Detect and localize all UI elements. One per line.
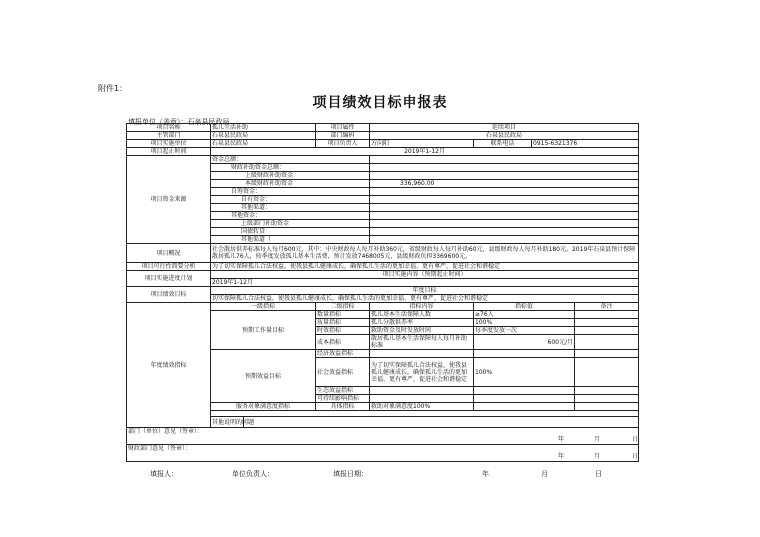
period-value: 2019年1-12月	[211, 148, 639, 156]
fund-line-8-value	[370, 220, 639, 228]
period-label: 项目起止时间	[127, 148, 211, 156]
fund-line-1-value	[370, 164, 639, 172]
satisfaction-remark	[575, 403, 639, 411]
fund-line-5: 自有资金：	[211, 196, 370, 204]
fund-line-7-value	[370, 212, 639, 220]
feasibility-value: 为了切实保障孤儿合法权益，使我县孤儿健康成长，确保孤儿生活的更加幸福、更有尊严，促进社会和谐稳定	[211, 263, 639, 271]
output-content: 散居孤儿基本生活保障每人每月补助标准	[370, 335, 474, 350]
output-remark	[575, 319, 639, 327]
person-value: 方向阳	[370, 140, 474, 148]
benefit-level2: 生态效益指标	[316, 387, 370, 395]
category-value: 延续项目	[370, 124, 639, 132]
dept-opinion-label: 部门（单位）意见（签章）：	[127, 428, 639, 436]
overview-label: 项目概况	[127, 244, 211, 263]
department-value: 石泉县民政局	[211, 132, 316, 140]
fund-line-4-value	[370, 188, 639, 196]
benefit-level2: 经济效益指标	[316, 350, 370, 358]
fund-line-0: 资金总额：	[211, 156, 370, 164]
project-name-value: 孤儿生活补助	[211, 124, 316, 132]
finance-opinion-label: 财政部门意见（签章）：	[127, 445, 639, 453]
output-target-label: 预期工作量目标	[211, 311, 316, 350]
schedule-label: 项目实施进度计划	[127, 271, 211, 287]
fund-source-label: 项目资金来源	[127, 156, 211, 244]
fill-unit-value: 石泉县民政局	[187, 118, 230, 126]
person-label: 项目负责人	[316, 140, 370, 148]
other-issues-label: 其他说明的问题	[212, 418, 255, 426]
footer-unit-head: 单位负责人：	[232, 470, 274, 478]
fund-line-5-value	[370, 196, 639, 204]
output-level2: 时效指标	[316, 327, 370, 335]
satisfaction-level2: 具体指标	[316, 403, 370, 411]
fund-line-10-value	[370, 236, 639, 244]
output-value: 100%	[474, 319, 575, 327]
benefit-value	[474, 395, 575, 403]
fund-line-6: 其他渠道：	[211, 204, 370, 212]
benefit-value	[474, 350, 575, 358]
finance-opinion-day: 日	[631, 453, 638, 460]
benefit-remark	[575, 358, 639, 387]
benefit-content: 为了切实保障孤儿合法权益，使我县孤儿健康成长，确保孤儿生活的更加幸福、更有尊严，促进社会和谐稳定	[370, 358, 474, 387]
fund-line-3-value: 336,960.00	[370, 180, 639, 188]
fund-line-3: 本级财政补助资金	[211, 180, 370, 188]
fund-line-8: 上级部门补助资金	[211, 220, 370, 228]
satisfaction-label: 服务对象满意度指标	[211, 403, 316, 411]
phone-value: 0915-6321376	[532, 140, 639, 148]
benefit-content	[370, 350, 474, 358]
output-value: 600元/月	[474, 335, 575, 350]
annual-target-value: 切实保障孤儿合法权益，使我县孤儿健康成长，确保孤儿生活的更加幸福、更有尊严，促进社会和谐稳定	[211, 295, 639, 303]
schedule-value: 2019年1-12月	[211, 279, 639, 287]
fund-line-2: 上级财政补助资金	[211, 172, 370, 180]
benefit-content	[370, 387, 474, 395]
fund-line-6-value	[370, 204, 639, 212]
satisfaction-value	[474, 403, 575, 411]
output-content: 救助资金及时发放时间	[370, 327, 474, 335]
dept-opinion-date	[127, 435, 639, 445]
indicator-header-content: 指标内容	[370, 303, 474, 311]
fund-line-9-value	[370, 228, 639, 236]
benefit-level2: 可持续影响指标	[316, 395, 370, 403]
benefit-value	[474, 387, 575, 395]
phone-label: 联系电话	[474, 140, 532, 148]
perf-target-label: 项目绩效目标	[127, 287, 211, 303]
feasibility-label: 项目可行性简要分析	[127, 263, 211, 271]
project-name-label: 项目名称	[127, 124, 211, 132]
indicator-header-value: 指标值	[474, 303, 575, 311]
other-issues-value	[244, 417, 639, 428]
benefit-level2: 社会效益指标	[316, 358, 370, 387]
impl-unit-value: 石泉县民政局	[211, 140, 316, 148]
fund-line-0-value	[370, 156, 639, 164]
schedule-header: 项目实施内容（预期起止时间）	[211, 271, 639, 279]
finance-opinion-year: 年	[558, 453, 565, 460]
fund-line-9: 国债转贷	[211, 228, 370, 236]
fill-unit-label: 填报单位（盖章）：	[128, 118, 188, 126]
performance-form	[126, 123, 639, 462]
indicator-header-remark: 备注	[575, 303, 639, 311]
footer-month: 月	[541, 470, 548, 478]
fund-line-7: 其他资金：	[211, 212, 370, 220]
dept-opinion-year: 年	[558, 436, 565, 443]
impl-unit-label: 项目实施单位	[127, 140, 211, 148]
benefit-target-label: 预期效益目标	[211, 350, 316, 403]
dept-code-value: 石泉县民政局	[370, 132, 639, 140]
finance-opinion-month: 月	[593, 453, 600, 460]
annual-target-header: 年度目标	[211, 287, 639, 295]
fund-line-10: 其他渠道（	[211, 236, 370, 244]
satisfaction-content: 救助对象满意度100%	[370, 403, 474, 411]
output-remark	[575, 335, 639, 350]
output-level2: 质量指标	[316, 319, 370, 327]
footer-date: 填报日期：	[333, 470, 368, 478]
output-content: 孤儿分散供养率	[370, 319, 474, 327]
benefit-remark	[575, 395, 639, 403]
fund-line-4: 自筹资金：	[211, 188, 370, 196]
annual-perf-label: 年度绩效指标	[127, 303, 211, 428]
footer-day: 日	[595, 470, 602, 478]
output-remark	[575, 327, 639, 335]
overview-value: 社会散居供养标准每人每月600元，其中：中央财政每人每月补助360元，省级财政每人每月补助60元，县级财政每人每月补助180元。2019年石泉县预计保障散居孤儿76人，按季度发放孤儿基本生活费，预计发放7468005元，县级财政负担3369600元。	[211, 244, 639, 263]
dept-opinion-day: 日	[631, 436, 638, 443]
finance-opinion-date	[127, 452, 639, 462]
fund-line-1: 财政补助资金总额：	[211, 164, 370, 172]
dept-code-label: 部门编码	[316, 132, 370, 140]
footer-year: 年	[482, 470, 489, 478]
dept-opinion-month: 月	[593, 436, 600, 443]
output-value: ≥76人	[474, 311, 575, 319]
benefit-value: 100%	[474, 358, 575, 387]
indicator-header-level1: 一级指标	[211, 303, 316, 311]
benefit-content	[370, 395, 474, 403]
category-label: 项目属性	[316, 124, 370, 132]
output-value: 每季度发放一次	[474, 327, 575, 335]
benefit-remark	[575, 350, 639, 358]
output-level2: 数量指标	[316, 311, 370, 319]
footer-filler: 填报人：	[150, 470, 178, 478]
output-level2: 成本指标	[316, 335, 370, 350]
page-title: 项目绩效目标申报表	[312, 95, 448, 111]
benefit-remark	[575, 387, 639, 395]
department-label: 主管部门	[127, 132, 211, 140]
indicator-header-level2: 二级指标	[316, 303, 370, 311]
attachment-label: 附件1：	[98, 84, 128, 93]
fund-line-2-value	[370, 172, 639, 180]
output-content: 孤儿基本生活保障人数	[370, 311, 474, 319]
output-remark	[575, 311, 639, 319]
